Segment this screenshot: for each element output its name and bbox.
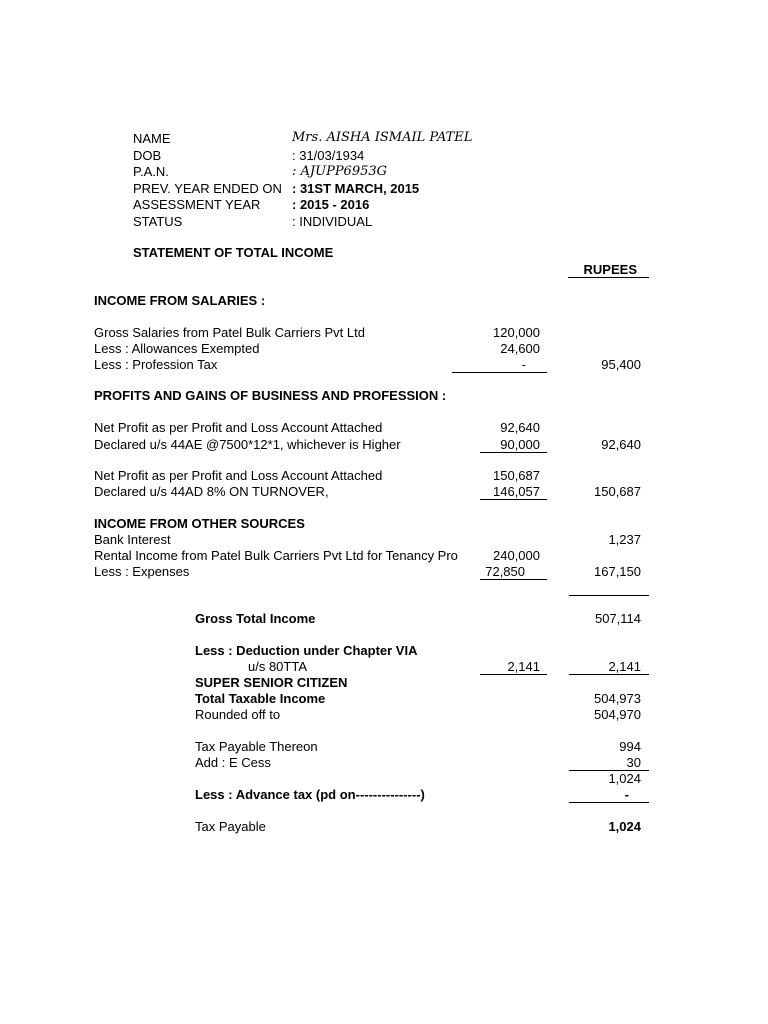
net-profit-2-amount: 150,687 [493,468,540,483]
taxable-income-value: 504,973 [594,691,641,706]
section-80tta-label: u/s 80TTA [248,659,308,674]
deduction-underline-right [569,674,649,675]
tax-payable-label: Tax Payable [195,819,266,834]
bank-interest-label: Bank Interest [94,532,171,547]
expenses-underline [480,579,547,580]
dob-value: : 31/03/1934 [292,148,365,163]
declared-44ad-label: Declared u/s 44AD 8% ON TURNOVER, [94,484,329,499]
declared-44ae-amount: 90,000 [500,437,540,452]
salaries-heading: INCOME FROM SALARIES : [94,293,266,308]
rounded-label: Rounded off to [195,707,281,722]
tax-payable-value: 1,024 [608,819,641,834]
gross-total-overline [569,595,649,596]
deduction-underline-left [480,674,547,675]
prev-year-value: : 31ST MARCH, 2015 [292,181,420,196]
rental-income-amount: 240,000 [493,548,540,563]
expenses-amount: 72,850 [485,564,525,579]
business-total-2: 150,687 [594,484,641,499]
tax-thereon-label: Tax Payable Thereon [195,739,318,754]
allowances-amount: 24,600 [500,341,540,356]
name-label: NAME [133,131,171,146]
gross-salaries-label: Gross Salaries from Patel Bulk Carriers Pvt Ltd [94,325,365,340]
rental-income-label: Rental Income from Patel Bulk Carriers Pvt Ltd for Tenancy Pro [94,548,458,563]
allowances-label: Less : Allowances Exempted [94,341,260,356]
ecess-value: 30 [626,755,641,770]
advance-tax-value: - [624,787,629,802]
deduction-label: Less : Deduction under Chapter VIA [195,643,418,658]
ecess-label: Add : E Cess [195,755,271,770]
business-heading: PROFITS AND GAINS OF BUSINESS AND PROFESSION : [94,388,447,403]
subtotal-value: 1,024 [608,771,641,786]
status-label: STATUS [133,214,183,229]
name-value: Mrs. AISHA ISMAIL PATEL [292,130,473,145]
dob-label: DOB [133,148,162,163]
expenses-label: Less : Expenses [94,564,190,579]
statement-title: STATEMENT OF TOTAL INCOME [133,245,334,260]
net-profit-1-amount: 92,640 [500,420,540,435]
pan-value: : AJUPP6953G [292,164,388,179]
gross-total-value: 507,114 [594,611,641,626]
advance-tax-underline [569,802,649,803]
business-total-1: 92,640 [601,437,641,452]
other-sources-heading: INCOME FROM OTHER SOURCES [94,516,305,531]
assessment-year-value: : 2015 - 2016 [292,197,370,212]
profession-tax-label: Less : Profession Tax [94,357,218,372]
profession-tax-amount: - [521,357,526,372]
salaries-underline [452,372,547,373]
tax-thereon-value: 994 [619,739,641,754]
currency-label: RUPEES [583,262,637,277]
net-profit-1-label: Net Profit as per Profit and Loss Account Attached [94,420,383,435]
taxable-income-label: Total Taxable Income [195,691,326,706]
bank-interest-total: 1,237 [608,532,641,547]
salaries-total: 95,400 [601,357,641,372]
declared-44ae-label: Declared u/s 44AE @7500*12*1, whichever is Higher [94,437,401,452]
rounded-value: 504,970 [594,707,641,722]
prev-year-label: PREV. YEAR ENDED ON [133,181,282,196]
declared-44ad-amount: 146,057 [493,484,540,499]
assessment-year-label: ASSESSMENT YEAR [133,197,261,212]
currency-underline [568,277,649,278]
status-value: : INDIVIDUAL [292,214,373,229]
section-80tta-amount: 2,141 [507,659,540,674]
pan-label: P.A.N. [133,164,169,179]
net-profit-2-label: Net Profit as per Profit and Loss Account Attached [94,468,383,483]
business-underline-2 [480,499,547,500]
business-underline-1 [480,452,547,453]
gross-salaries-amount: 120,000 [493,325,540,340]
gross-total-label: Gross Total Income [195,611,316,626]
advance-tax-label: Less : Advance tax (pd on---------------) [195,787,425,802]
super-senior-label: SUPER SENIOR CITIZEN [195,675,348,690]
rental-income-total: 167,150 [594,564,641,579]
section-80tta-total: 2,141 [608,659,641,674]
